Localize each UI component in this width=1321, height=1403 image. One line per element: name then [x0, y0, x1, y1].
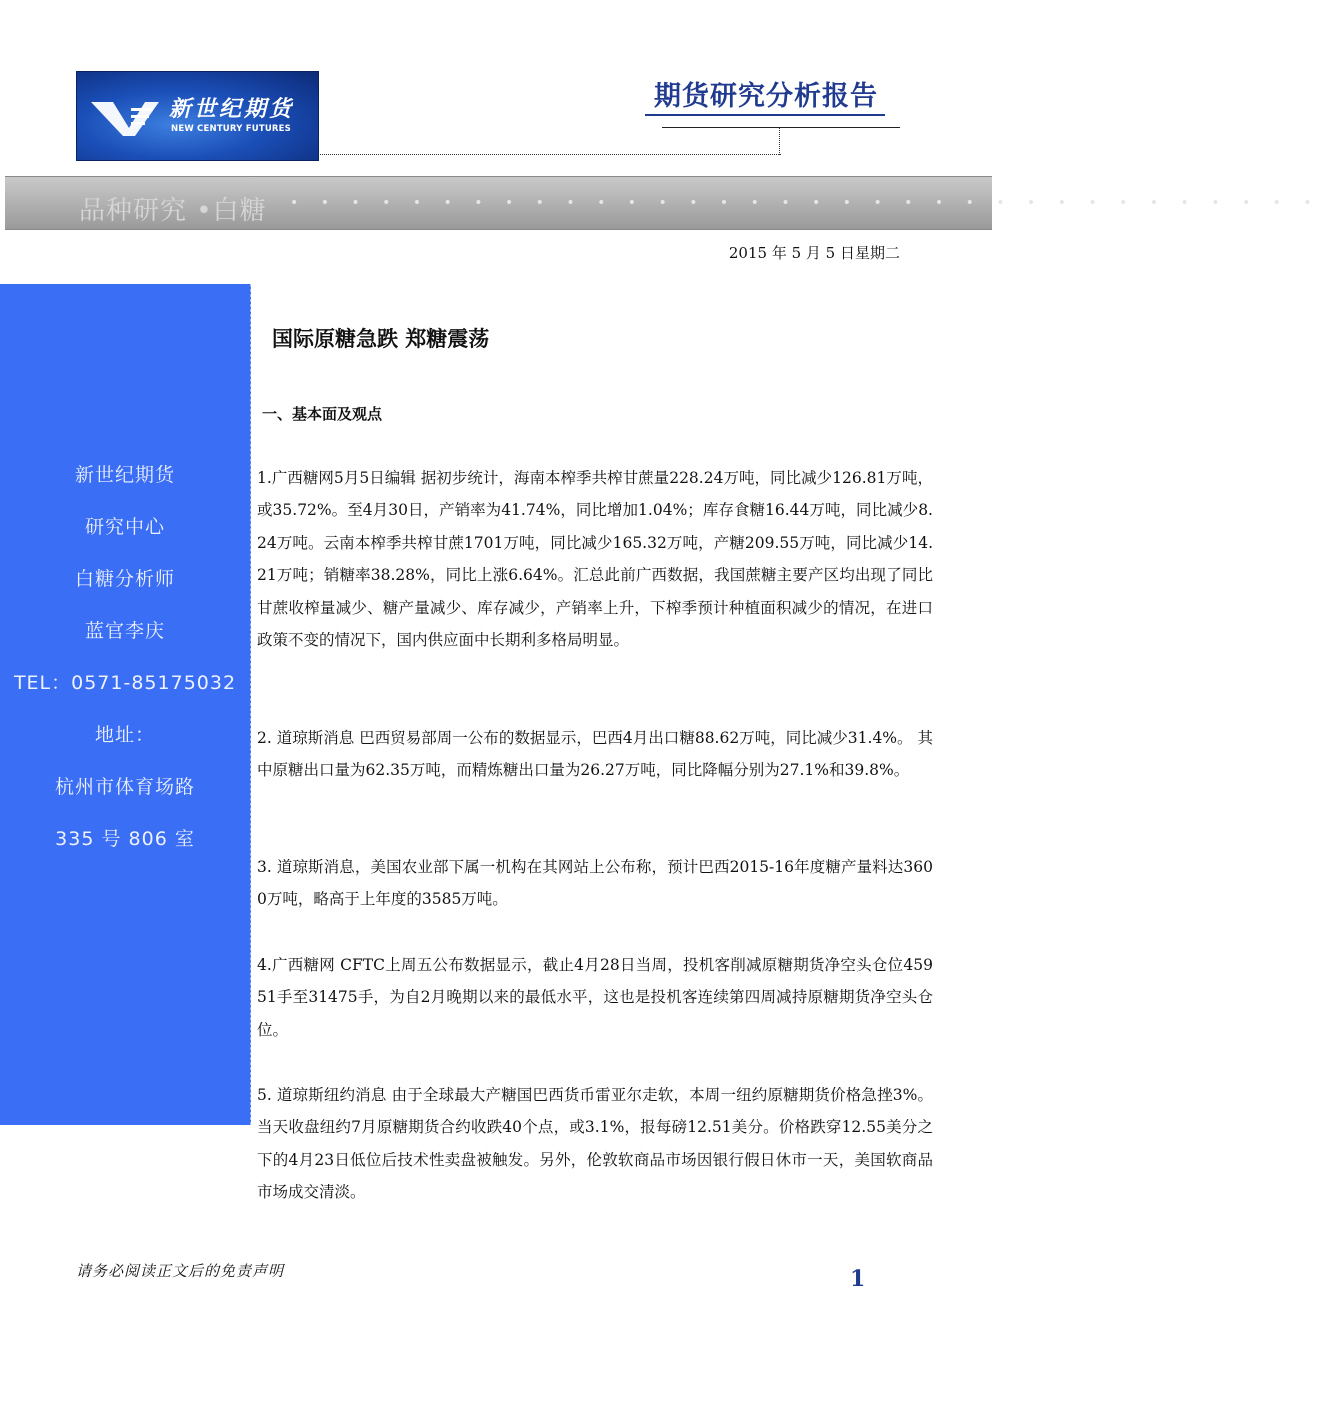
paragraph-3: 3. 道琼斯消息，美国农业部下属一机构在其网站上公布称，预计巴西2015-16年度糖产量料达3600万吨，略高于上年度的3585万吨。	[257, 858, 933, 909]
title-underline-secondary	[662, 127, 900, 128]
page-number: 1	[850, 1266, 866, 1292]
sidebar-phone: TEL：0571-85175032	[13, 672, 237, 694]
logo-mark-icon	[91, 98, 161, 138]
header-dotted-rule	[320, 154, 781, 155]
section-title: 一、基本面及观点	[262, 405, 383, 423]
report-title: 期货研究分析报告	[654, 81, 878, 112]
header-dotted-connector	[779, 128, 780, 155]
paragraph-2: 2. 道琼斯消息 巴西贸易部周一公布的数据显示，巴西4月出口糖88.62万吨，同比减少31.4%。 其中原糖出口量为62.35万吨，而精炼糖出口量为26.27万吨，同比降幅分别为27.1%和39.8%。	[257, 729, 933, 780]
sidebar-analyst-name: 蓝官李庆	[84, 620, 165, 642]
sidebar-address-street: 杭州市体育场路	[54, 776, 195, 798]
sidebar-address-room: 335 号 806 室	[55, 828, 195, 850]
category-label: 品种研究 •白糖	[79, 196, 267, 226]
report-date: 2015 年 5 月 5 日星期二	[728, 244, 900, 262]
sidebar-role: 白糖分析师	[74, 568, 175, 590]
paragraph-1: 1.广西糖网5月5日编辑 据初步统计，海南本榨季共榨甘蔗量228.24万吨，同比减少126.81万吨，或35.72%。至4月30日，产销率为41.74%，同比增加1.04%；库存食糖16.44万吨，同比减少8.24万吨。云南本榨季共榨甘蔗1701万吨，同比减少165.32万吨，产糖209.55万吨，同比减少14.21万吨；销糖率38.28%，同比上涨6.64%。汇总此前广西数据，我国蔗糖主要产区均出现了同比甘蔗收榨量减少、糖产量减少、库存减少，产销率上升，下榨季预计种植面积减少的情况，在进口政策不变的情况下，国内供应面中长期利多格局明显。	[257, 469, 933, 650]
band-dots: • • • • • • • • • • • • • • • • • • • • • • • • • • • • • • • • • •	[290, 195, 1321, 211]
sidebar-department: 研究中心	[84, 516, 165, 538]
article-headline: 国际原糖急跌 郑糖震荡	[272, 327, 490, 351]
logo-name-cn: 新世纪期货	[169, 97, 295, 122]
paragraph-4: 4.广西糖网 CFTC上周五公布数据显示，截止4月28日当周，投机客削减原糖期货净空头仓位45951手至31475手，为自2月晚期以来的最低水平，这也是投机客连续第四周减持原糖期货净空头仓位。	[257, 956, 933, 1039]
analyst-sidebar	[0, 284, 251, 1125]
paragraph-5: 5. 道琼斯纽约消息 由于全球最大产糖国巴西货币雷亚尔走软，本周一纽约原糖期货价格急挫3%。当天收盘纽约7月原糖期货合约收跌40个点，或3.1%，报每磅12.51美分。价格跌穿12.55美分之下的4月23日低位后技术性卖盘被触发。另外，伦敦软商品市场因银行假日休市一天，美国软商品市场成交清淡。	[257, 1086, 933, 1202]
company-logo	[76, 71, 319, 161]
sidebar-address-label: 地址：	[94, 724, 155, 746]
category-band	[5, 176, 1321, 230]
logo-name-en: NEW CENTURY FUTURES	[171, 124, 291, 134]
disclaimer-note: 请务必阅读正文后的免责声明	[76, 1262, 285, 1280]
sidebar-company: 新世纪期货	[74, 464, 175, 486]
title-underline	[645, 114, 885, 116]
